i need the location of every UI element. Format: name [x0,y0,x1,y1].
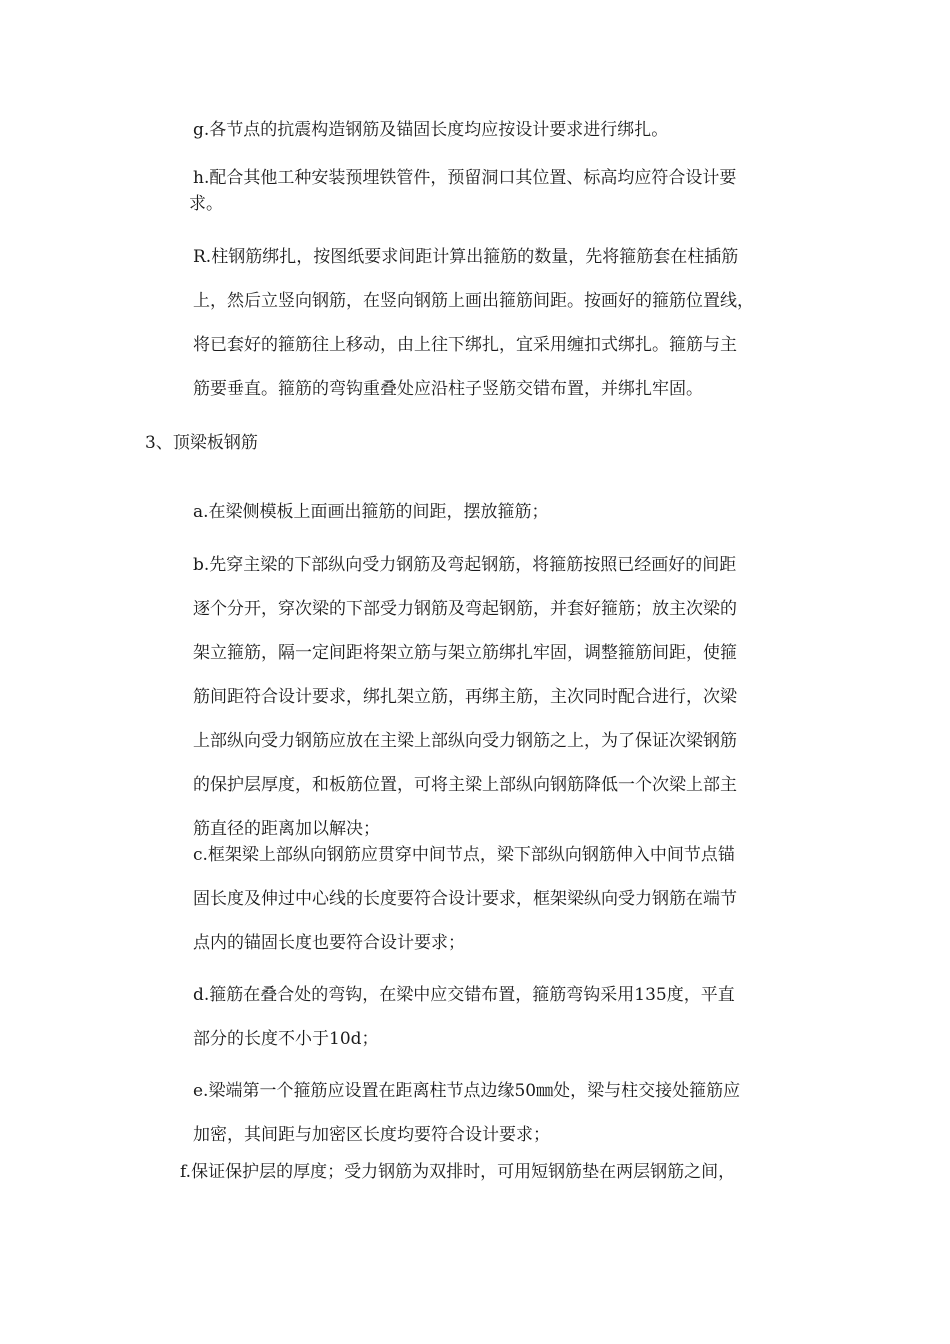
paragraph-h [189,165,813,217]
text-line: 上，然后立竖向钢筋，在竖向钢筋上画出箍筋间距。按画好的箍筋位置线， [193,291,754,311]
text-line: 筋要垂直。箍筋的弯钩重叠处应沿柱子竖筋交错布置，并绑扎牢固。 [193,379,703,399]
text-line: 的保护层厚度，和板筋位置，可将主梁上部纵向钢筋降低一个次梁上部主 [193,775,737,795]
text-line: 加密，其间距与加密区长度均要符合设计要求； [193,1125,550,1145]
text-line: 架立箍筋，隔一定间距将架立筋与架立筋绑扎牢固，调整箍筋间距，使箍 [193,643,737,663]
text-line: R.柱钢筋绑扎，按图纸要求间距计算出箍筋的数量，先将箍筋套在柱插筋 [193,247,739,267]
paragraph-g [193,117,813,143]
text-line: 求。 [189,194,223,214]
text-line: 3、顶梁板钢筋 [145,433,258,453]
text-line: 将已套好的箍筋往上移动，由上往下绑扎，宜采用缠扣式绑扎。箍筋与主 [193,335,737,355]
paragraph-e [193,1069,813,1157]
text-line: g.各节点的抗震构造钢筋及锚固长度均应按设计要求进行绑扎。 [193,120,669,140]
paragraph-c [193,833,813,965]
text-line: c.框架梁上部纵向钢筋应贯穿中间节点，梁下部纵向钢筋伸入中间节点锚 [193,845,735,865]
paragraph-a [193,499,813,525]
text-line: 上部纵向受力钢筋应放在主梁上部纵向受力钢筋之上，为了保证次梁钢筋 [193,731,737,751]
paragraph-f [180,1159,813,1185]
text-line: f.保证保护层的厚度；受力钢筋为双排时，可用短钢筋垫在两层钢筋之间， [180,1162,736,1182]
text-line: 筋间距符合设计要求，绑扎架立筋，再绑主筋，主次同时配合进行，次梁 [193,687,737,707]
text-line: a.在梁侧模板上面画出箍筋的间距，摆放箍筋； [193,502,549,522]
text-line: 筋直径的距离加以解决； [193,819,380,839]
text-line: d.箍筋在叠合处的弯钩，在梁中应交错布置，箍筋弯钩采用135度，平直 [193,985,735,1005]
section-heading-3 [145,429,745,457]
paragraph-b [193,543,813,851]
paragraph-r [193,235,813,411]
text-line: 部分的长度不小于10d； [193,1029,379,1049]
text-line: 固长度及伸过中心线的长度要符合设计要求，框架梁纵向受力钢筋在端节 [193,889,737,909]
text-line: e.梁端第一个箍筋应设置在距离柱节点边缘50㎜处，梁与柱交接处箍筋应 [193,1081,741,1101]
text-line: h.配合其他工种安装预埋铁管件，预留洞口其位置、标高均应符合设计要 [193,168,737,188]
paragraph-d [193,973,813,1061]
text-line: 逐个分开，穿次梁的下部受力钢筋及弯起钢筋，并套好箍筋；放主次梁的 [193,599,737,619]
text-line: b.先穿主梁的下部纵向受力钢筋及弯起钢筋，将箍筋按照已经画好的间距 [193,555,737,575]
text-line: 点内的锚固长度也要符合设计要求； [193,933,465,953]
